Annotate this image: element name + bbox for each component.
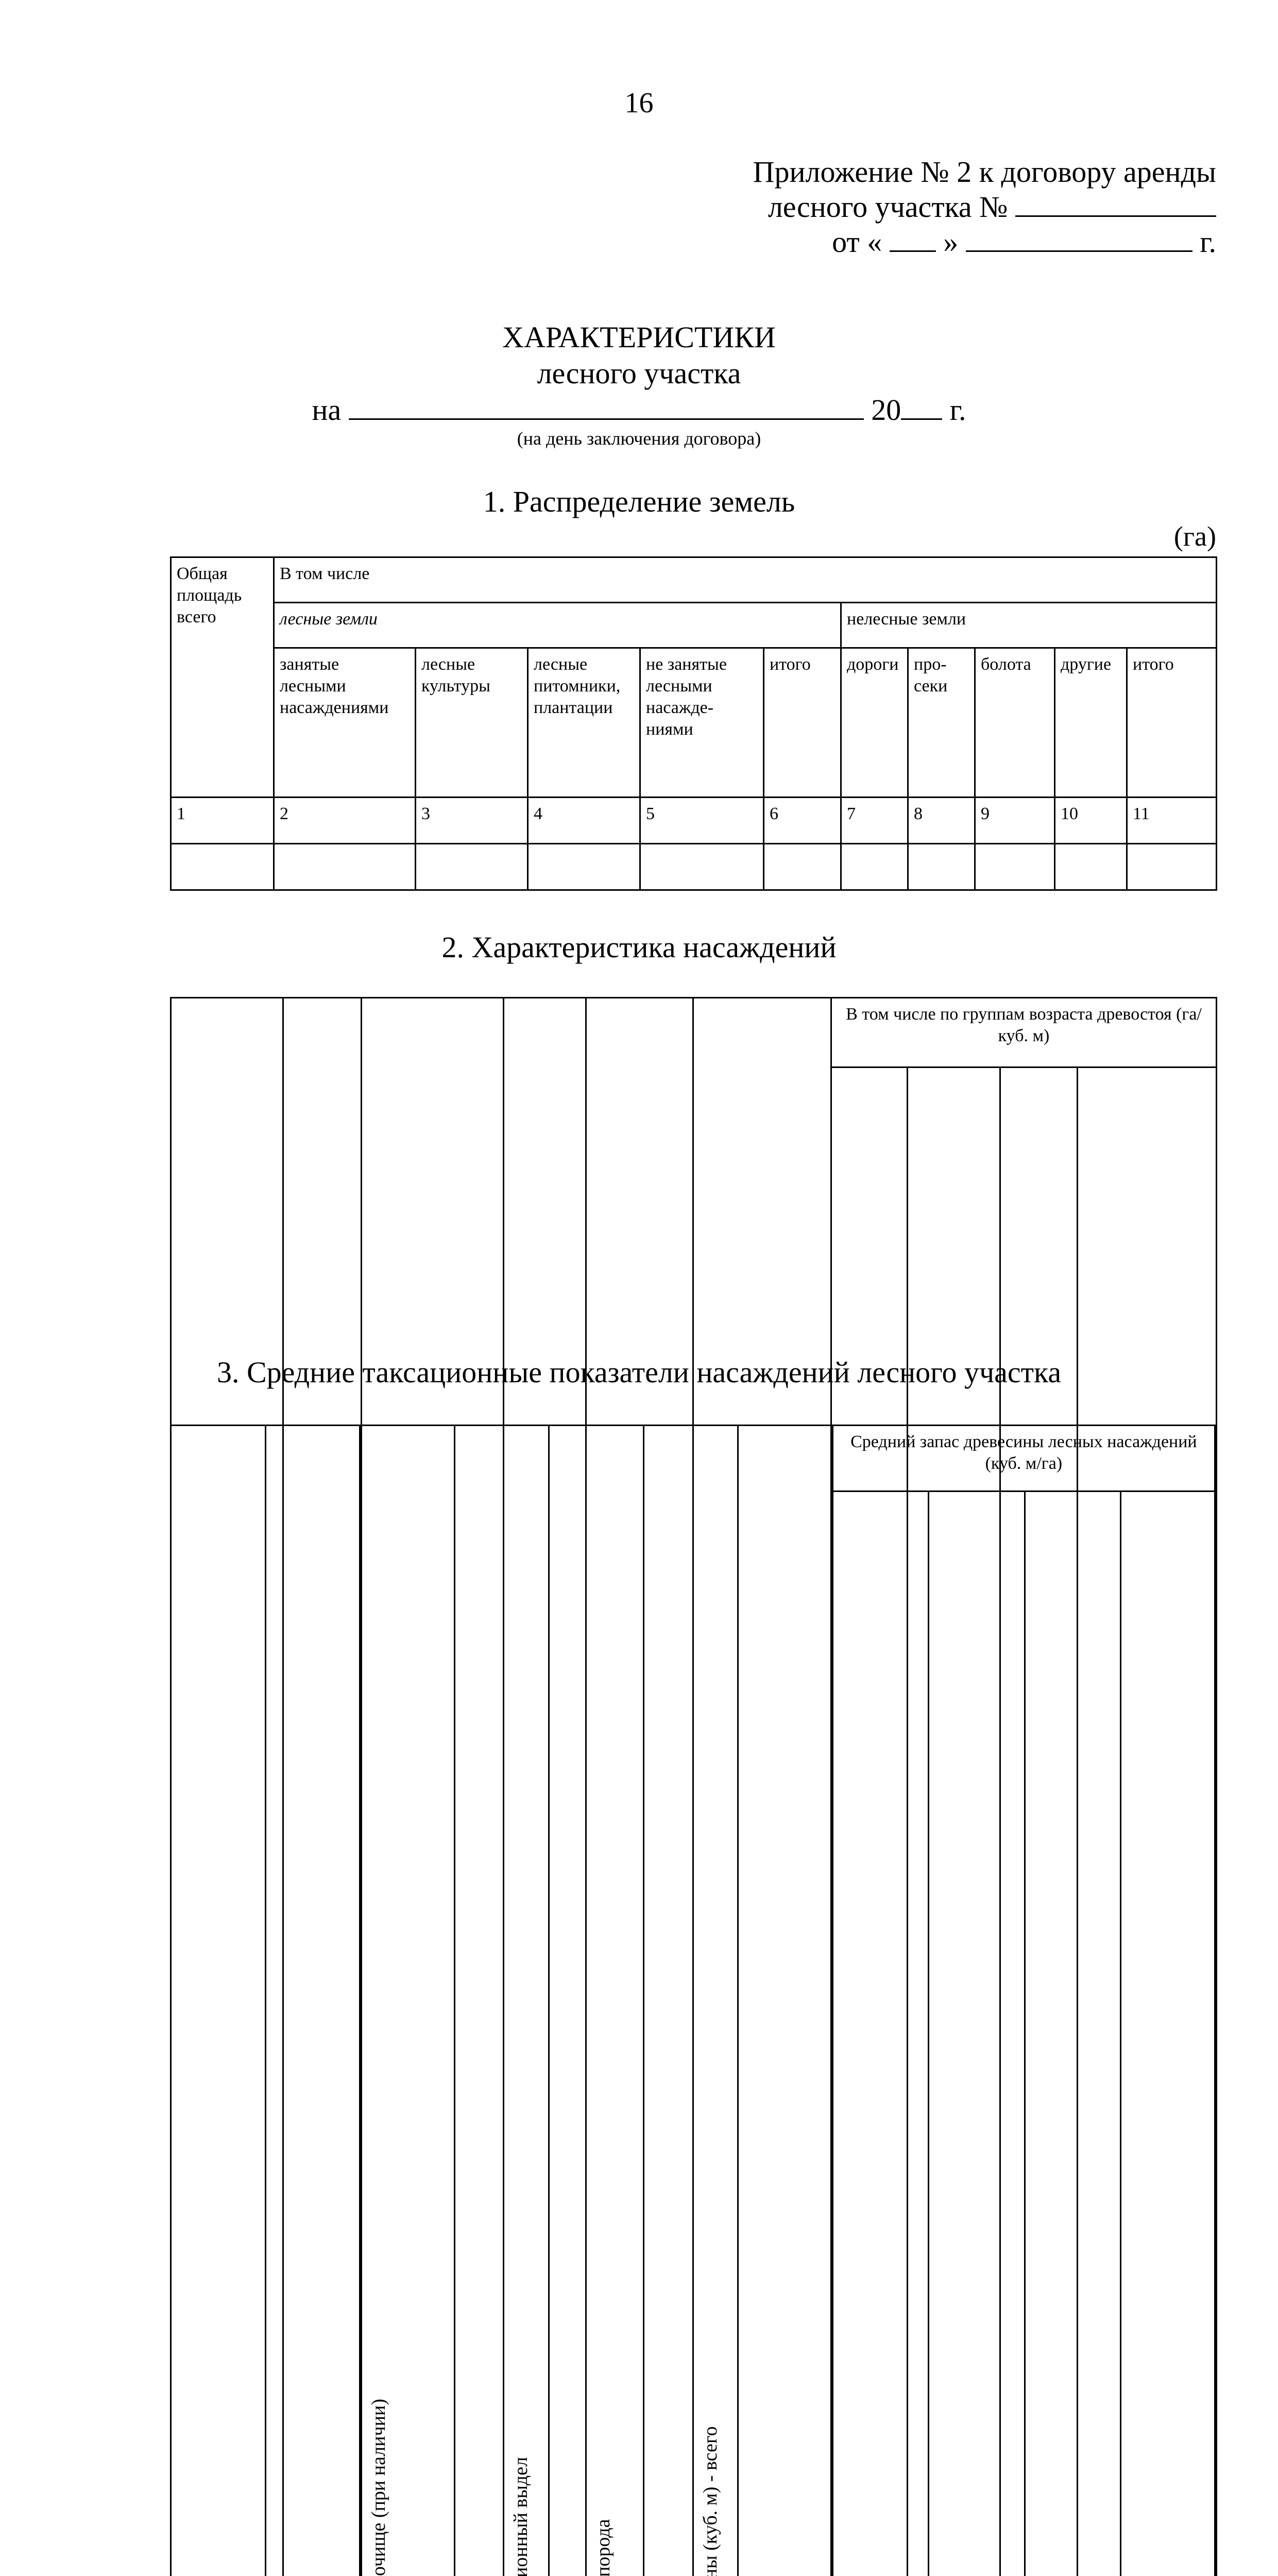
empty-cell[interactable]: [908, 844, 975, 890]
col-bonitet: [643, 1426, 738, 2576]
date-note: (на день заключения договора): [0, 428, 1278, 449]
col-density: [738, 1426, 833, 2576]
col-unoccupied: не занятые лесными насажде-ниями: [640, 648, 764, 798]
year-blank: [901, 397, 942, 420]
col-species-label: [366, 1431, 388, 2576]
date-prefix: на: [312, 393, 341, 427]
col-number: 8: [908, 798, 975, 844]
title-sub: лесного участка: [0, 355, 1278, 392]
col-maturing: [1025, 1492, 1121, 2576]
appendix-header: [753, 155, 1216, 260]
nonforest-lands-header: нелесные земли: [841, 603, 1217, 648]
appendix-year-suffix: г.: [1200, 225, 1216, 259]
col-forest-total: итого: [764, 648, 841, 798]
empty-cell[interactable]: [1127, 844, 1217, 890]
empty-cell[interactable]: [764, 844, 841, 890]
col-purpose-label: [177, 1431, 199, 2576]
col-clearings: про-секи: [908, 648, 975, 798]
age-groups-header: В том числе по группам возраста древостоя (га/куб. м): [831, 998, 1217, 1067]
section1-unit: (га): [1174, 520, 1216, 552]
col-age: [549, 1426, 644, 2576]
empty-cell[interactable]: [841, 844, 908, 890]
page-number: 16: [0, 87, 1278, 120]
empty-cell[interactable]: [416, 844, 528, 890]
appendix-date-close: »: [943, 225, 958, 259]
col-roads: дороги: [841, 648, 908, 798]
col-number: 7: [841, 798, 908, 844]
section1-heading: 1. Распределение земель: [0, 484, 1278, 519]
date-blank: [349, 397, 864, 420]
col-swamps: болота: [975, 648, 1055, 798]
empty-cell[interactable]: [975, 844, 1055, 890]
including-header: В том числе: [274, 557, 1217, 603]
col-young-label: [839, 1497, 861, 2576]
col-young: [832, 1492, 929, 2576]
date-suffix: г.: [950, 393, 966, 427]
col-density-label: [744, 1431, 766, 2576]
col-nonforest-total: итого: [1127, 648, 1217, 798]
appendix-contract-label: лесного участка №: [768, 190, 1008, 224]
col-number: 4: [528, 798, 640, 844]
col-forest-crops: лесные культуры: [416, 648, 528, 798]
col-composition-label: [461, 1431, 483, 2576]
date-year: 20: [871, 393, 901, 427]
col-number: 1: [171, 798, 274, 844]
col-maturing-label: [1031, 1497, 1053, 2576]
empty-cell[interactable]: [1055, 844, 1127, 890]
empty-cell[interactable]: [274, 844, 416, 890]
section2-heading: 2. Характеристика насаждений: [0, 930, 1278, 964]
title-main: ХАРАКТЕРИСТИКИ: [0, 319, 1278, 355]
col-quarter-label: [271, 1431, 294, 2576]
appendix-line2: [753, 190, 1216, 225]
col-middle-aged: [929, 1492, 1025, 2576]
col-number: 11: [1127, 798, 1217, 844]
col-number: 9: [975, 798, 1055, 844]
col-number: 5: [640, 798, 764, 844]
col-other: другие: [1055, 648, 1127, 798]
document-title: [0, 319, 1278, 392]
appendix-date-open: от «: [832, 225, 882, 259]
col-number: 10: [1055, 798, 1127, 844]
appendix-line1: Приложение № 2 к договору аренды: [753, 155, 1216, 190]
col-number: 2: [274, 798, 416, 844]
average-stock-header: Средний запас древесины лесных насаждений (куб. м/га): [832, 1426, 1215, 1492]
appendix-line3: [753, 225, 1216, 260]
col-age-label: [555, 1431, 577, 2576]
col-species: [360, 1426, 455, 2576]
date-line: [0, 393, 1278, 427]
col-mature: [1121, 1492, 1215, 2576]
month-year-blank: [966, 230, 1192, 252]
col-middle-aged-label: [934, 1497, 957, 2576]
land-distribution-table: [170, 556, 1217, 891]
col-nurseries: лесные питомники, плантации: [528, 648, 640, 798]
empty-cell[interactable]: [171, 844, 274, 890]
empty-cell[interactable]: [640, 844, 764, 890]
day-blank: [890, 230, 936, 252]
col-number: 6: [764, 798, 841, 844]
col-composition: [454, 1426, 549, 2576]
col-occupied-forest: занятые лесными насаждениями: [274, 648, 416, 798]
total-area-header: Общая площадь всего: [171, 557, 274, 798]
col-bonitet-label: [650, 1431, 672, 2576]
col-mature-label: [1127, 1497, 1149, 2576]
forest-lands-header: лесные земли: [274, 603, 841, 648]
col-number: 3: [416, 798, 528, 844]
col-purpose: [171, 1426, 266, 2576]
taxation-indicators-table: [170, 1425, 1216, 2576]
col-quarter: [265, 1426, 360, 2576]
section3-heading: 3. Средние таксационные показатели насаждений лесного участка: [0, 1355, 1278, 1389]
empty-cell[interactable]: [528, 844, 640, 890]
contract-number-blank: [1015, 195, 1216, 217]
